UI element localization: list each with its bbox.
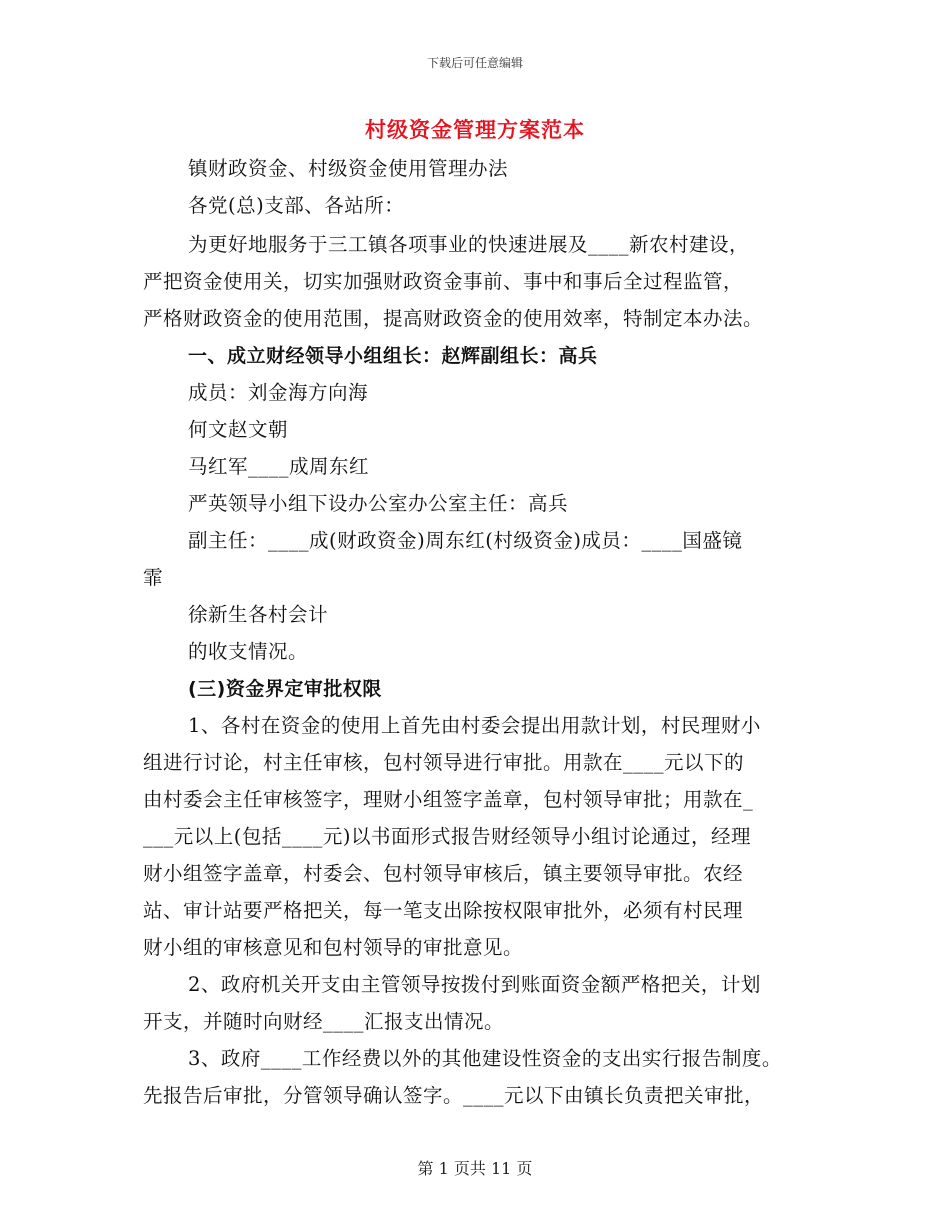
paragraph-line: 为更好地服务于三工镇各项事业的快速进展及____新农村建设， bbox=[188, 233, 750, 256]
paragraph-line: 各党(总)支部、各站所： bbox=[188, 194, 405, 217]
paragraph-line: 严把资金使用关，切实加强财政资金事前、事中和事后全过程监管， bbox=[143, 270, 744, 293]
paragraph-line: 严格财政资金的使用范围，提高财政资金的使用效率，特制定本办法。 bbox=[143, 307, 764, 330]
paragraph-line: ___元以上(包括____元)以书面形式报告财经领导小组讨论通过，经理 bbox=[143, 825, 751, 848]
paragraph-line: 何文赵文朝 bbox=[188, 418, 289, 441]
paragraph-line: 3、政府____工作经费以外的其他建设性资金的支出实行报告制度。 bbox=[188, 1047, 782, 1070]
paragraph-line: 2、政府机关开支由主管领导按拨付到账面资金额严格把关，计划 bbox=[188, 973, 761, 996]
paragraph-line: 财小组的审核意见和包村领导的审批意见。 bbox=[143, 936, 524, 959]
paragraph-line: 1、各村在资金的使用上首先由村委会提出用款计划，村民理财小 bbox=[188, 714, 761, 737]
paragraph-line: 严英领导小组下设办公室办公室主任：高兵 bbox=[188, 492, 569, 515]
paragraph-line: 财小组签字盖章，村委会、包村领导审核后，镇主要领导审批。农经 bbox=[143, 862, 744, 885]
paragraph-line: 开支，并随时向财经____汇报支出情况。 bbox=[143, 1010, 505, 1033]
section-heading: 一、成立财经领导小组组长：赵辉副组长：高兵 bbox=[188, 345, 598, 367]
page-number-footer: 第 1 页共 11 页 bbox=[417, 1159, 533, 1178]
paragraph-line: 镇财政资金、村级资金使用管理办法 bbox=[188, 157, 509, 180]
document-title: 村级资金管理方案范本 bbox=[365, 118, 585, 142]
paragraph-line: 组进行讨论，村主任审核，包村领导进行审批。用款在____元以下的 bbox=[143, 751, 745, 774]
page-header-note: 下载后可任意编辑 bbox=[426, 56, 523, 70]
section-heading: (三)资金界定审批权限 bbox=[188, 678, 382, 700]
paragraph-line: 由村委会主任审核签字，理财小组签字盖章，包村领导审批；用款在_ bbox=[143, 788, 754, 811]
paragraph-line: 马红军____成周东红 bbox=[188, 455, 370, 478]
paragraph-line: 先报告后审批，分管领导确认签字。____元以下由镇长负责把关审批， bbox=[143, 1084, 765, 1107]
paragraph-line: 霏 bbox=[143, 566, 164, 589]
paragraph-line: 的收支情况。 bbox=[188, 640, 309, 663]
paragraph-line: 徐新生各村会计 bbox=[188, 603, 329, 626]
paragraph-line: 站、审计站要严格把关，每一笔支出除按权限审批外，必须有村民理 bbox=[143, 899, 744, 922]
paragraph-line: 副主任：____成(财政资金)周东红(村级资金)成员：____国盛镜 bbox=[188, 529, 743, 552]
paragraph-line: 成员：刘金海方向海 bbox=[188, 381, 369, 404]
